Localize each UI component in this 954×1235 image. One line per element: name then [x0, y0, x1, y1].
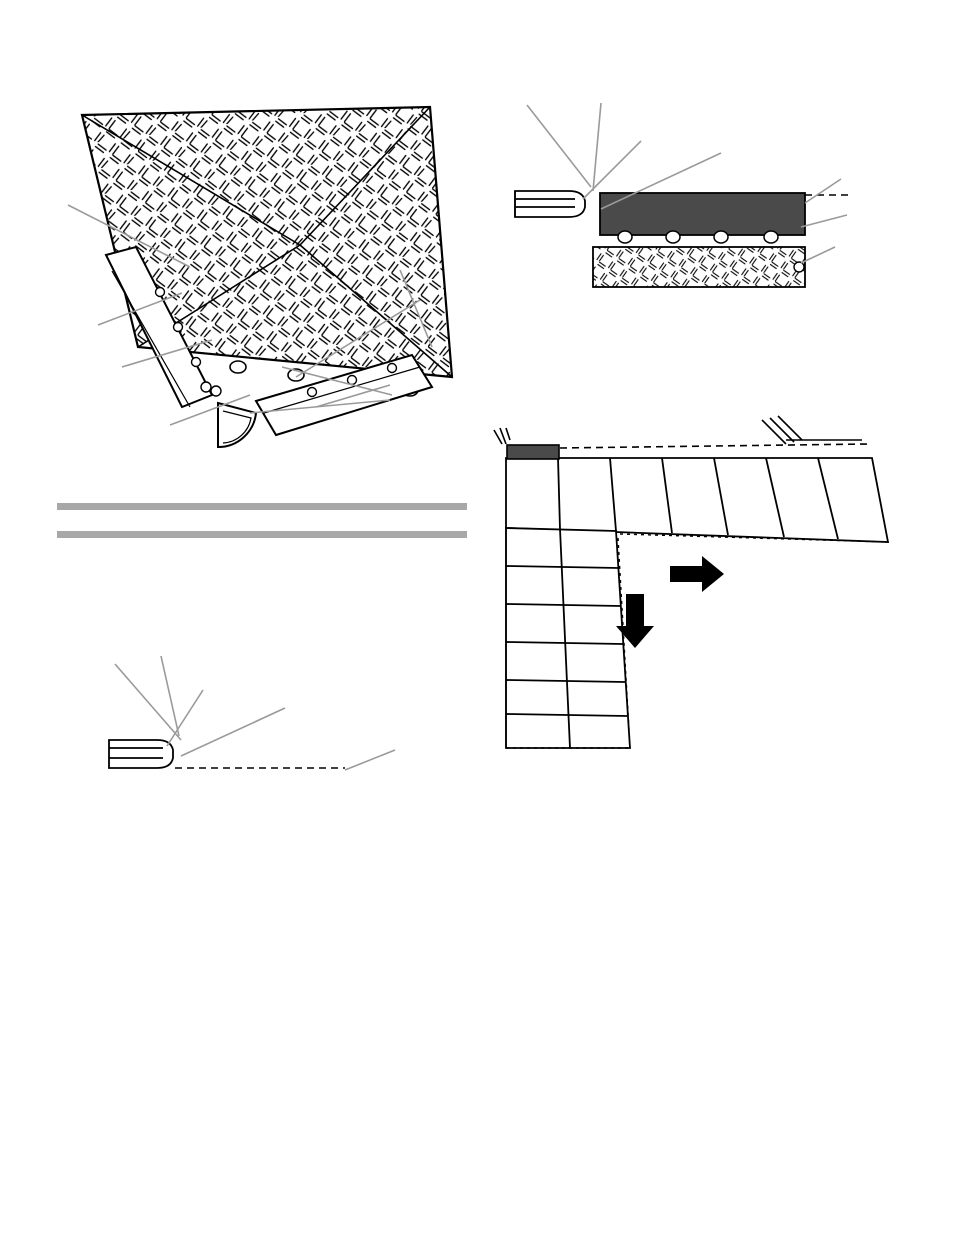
tile-strip-textured	[593, 247, 805, 287]
arrow-right	[670, 556, 724, 592]
figure-corner-tile-with-edge-ramps	[60, 95, 480, 455]
alignment-dash-line	[560, 444, 868, 448]
start-tile-marker	[507, 445, 559, 459]
tile-body	[82, 107, 452, 377]
figure-edge-ramp-cross-section-lower-left	[95, 640, 415, 800]
corner-ramp-piece	[218, 403, 256, 447]
divider-line-bottom	[57, 531, 467, 538]
ramp-profile	[515, 191, 585, 217]
leader-lines	[527, 103, 847, 263]
figure-edge-ramp-cross-section-top-right	[505, 95, 875, 315]
tile-block-dark	[600, 193, 805, 243]
layout-plan-svg	[480, 410, 910, 790]
corner-assembly-svg	[60, 95, 480, 455]
edge-section-svg	[505, 95, 875, 315]
reference-marks	[494, 416, 862, 444]
divider-line-top	[57, 503, 467, 510]
figure-tile-layout-plan	[480, 410, 910, 790]
section-divider	[57, 500, 467, 540]
ramp-profile	[109, 740, 173, 768]
edge-section-lower-svg	[95, 640, 415, 800]
